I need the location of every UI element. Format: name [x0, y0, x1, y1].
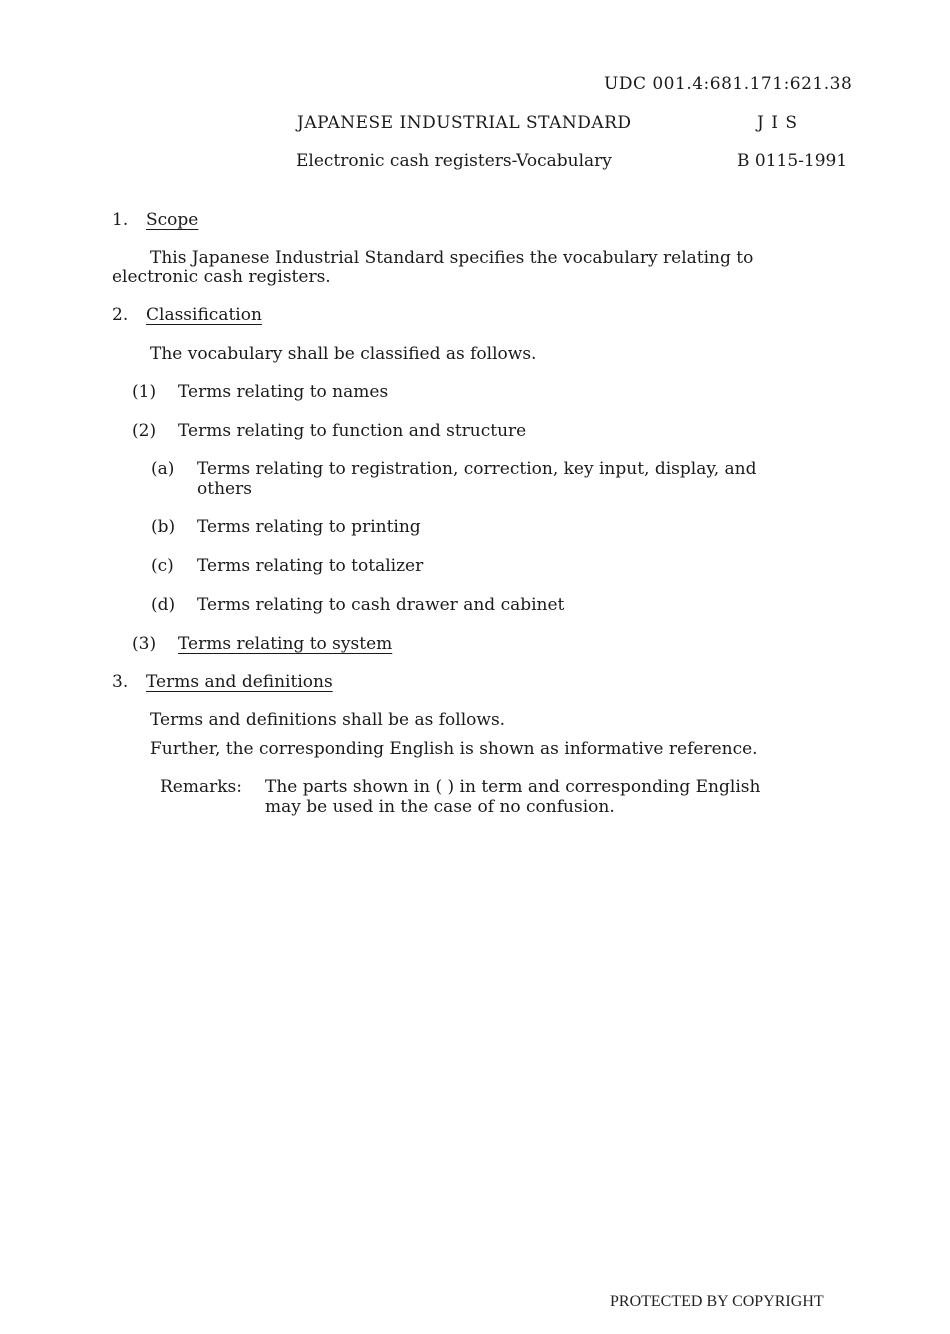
- section-3-heading: Terms and definitions: [146, 672, 333, 692]
- list-item-marker: (3): [132, 634, 157, 654]
- sublist-item-label: Terms relating to registration, correction, key input, display, and: [197, 459, 757, 479]
- sublist-item-marker: (b): [151, 517, 176, 537]
- list-item-label: Terms relating to function and structure: [178, 421, 527, 441]
- list-item-marker: (1): [132, 382, 157, 402]
- document-title: Electronic cash registers-Vocabulary: [296, 151, 612, 171]
- copyright-notice: PROTECTED BY COPYRIGHT: [610, 1293, 824, 1310]
- standard-title: JAPANESE INDUSTRIAL STANDARD: [297, 113, 632, 133]
- udc-code: UDC 001.4:681.171:621.38: [604, 74, 853, 94]
- terms-line-2: Further, the corresponding English is shown as informative reference.: [150, 739, 758, 759]
- sublist-item-label-continued: others: [197, 479, 252, 499]
- sublist-item-label: Terms relating to printing: [197, 517, 421, 537]
- terms-line-1: Terms and definitions shall be as follows.: [150, 710, 506, 730]
- scope-text-line-1: This Japanese Industrial Standard specifies the vocabulary relating to: [150, 248, 754, 268]
- sublist-item-label: Terms relating to totalizer: [197, 556, 424, 576]
- sublist-item-label: Terms relating to cash drawer and cabinet: [197, 595, 565, 615]
- document-number: B 0115-1991: [737, 151, 848, 171]
- section-2-heading: Classification: [146, 305, 262, 325]
- list-item-label: Terms relating to names: [178, 382, 389, 402]
- scope-text-line-2: electronic cash registers.: [112, 267, 331, 287]
- classification-intro: The vocabulary shall be classified as follows.: [150, 344, 537, 364]
- section-1-number: 1.: [112, 210, 129, 230]
- list-item-marker: (2): [132, 421, 157, 441]
- jis-label: J I S: [757, 113, 798, 133]
- remarks-label: Remarks:: [160, 777, 242, 797]
- remarks-text-line-1: The parts shown in ( ) in term and corresponding English: [265, 777, 761, 797]
- sublist-item-marker: (c): [151, 556, 174, 576]
- section-1-heading: Scope: [146, 210, 199, 230]
- sublist-item-marker: (a): [151, 459, 175, 479]
- section-3-number: 3.: [112, 672, 129, 692]
- section-2-number: 2.: [112, 305, 129, 325]
- sublist-item-marker: (d): [151, 595, 176, 615]
- list-item-label: Terms relating to system: [178, 634, 393, 654]
- remarks-text-line-2: may be used in the case of no confusion.: [265, 797, 615, 817]
